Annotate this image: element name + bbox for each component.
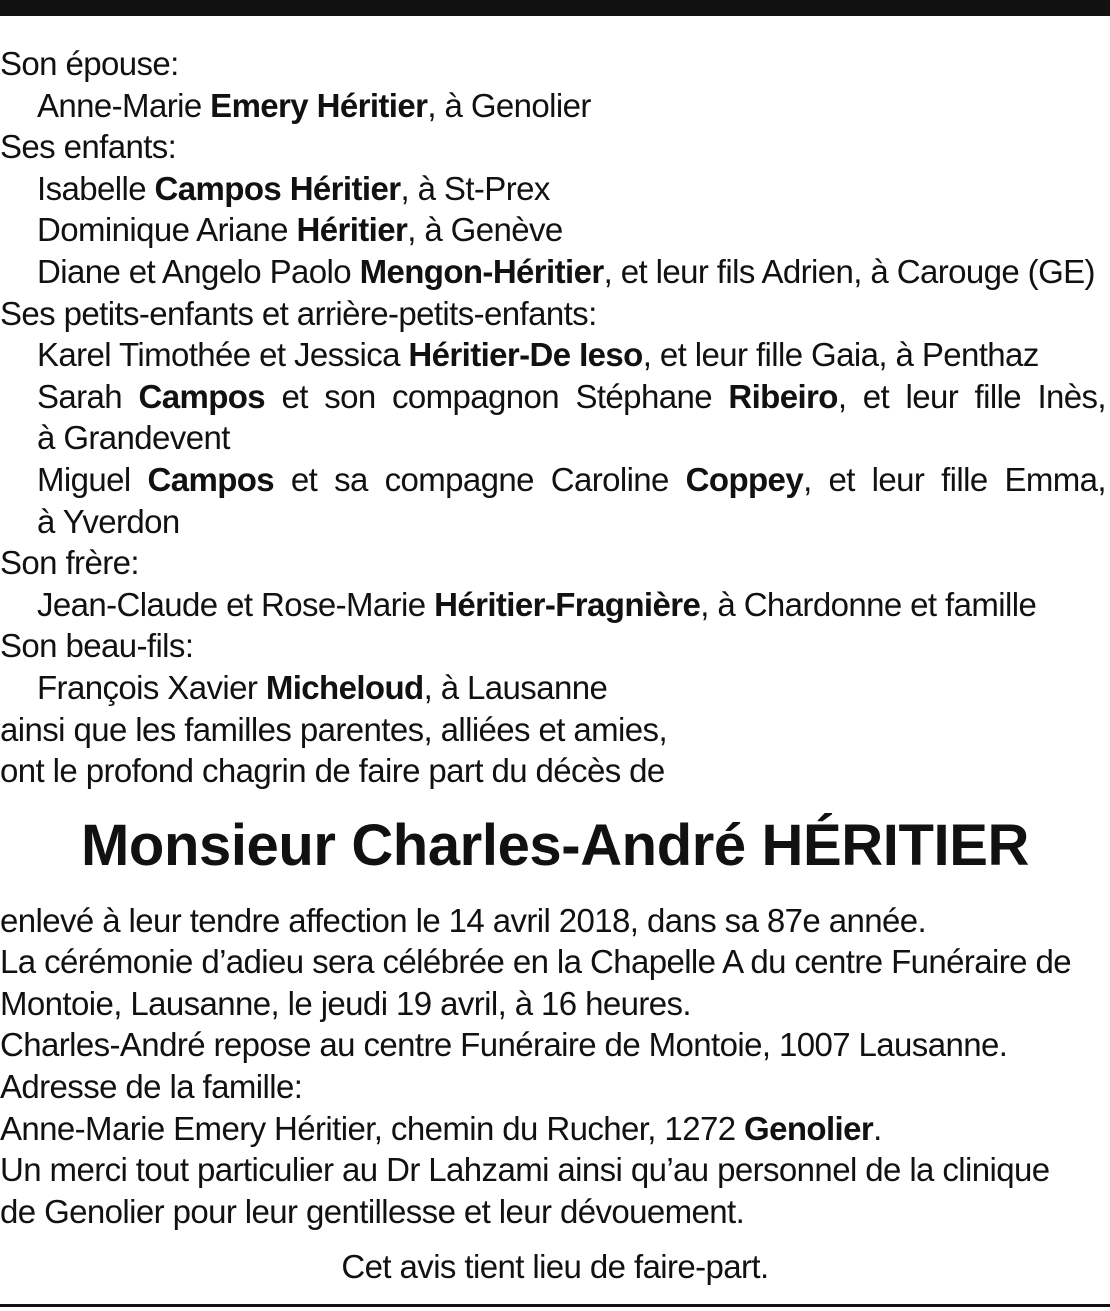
grandchild-surname: Héritier-De Ieso bbox=[408, 336, 643, 374]
grandchild-entry: Sarah Campos et son compagnon Stéphane Ribeiro, et leur fille Inès, bbox=[37, 377, 1106, 415]
thanks-line: Un merci tout particulier au Dr Lahzami ainsi qu’au personnel de la clinique bbox=[0, 1151, 1050, 1189]
top-rule bbox=[0, 0, 1110, 16]
child-surname: Mengon-Héritier bbox=[359, 252, 604, 290]
brother-entry: Jean-Claude et Rose-Marie Héritier-Fragnière, à Chardonne et famille bbox=[37, 585, 1037, 623]
ceremony-info: Montoie, Lausanne, le jeudi 19 avril, à 16 heures. bbox=[0, 984, 691, 1022]
address-city: Genolier bbox=[744, 1109, 874, 1147]
grandchildren-heading: Ses petits-enfants et arrière-petits-enfants: bbox=[0, 294, 597, 332]
partner-surname: Coppey bbox=[685, 460, 804, 498]
stepson-entry: François Xavier Micheloud, à Lausanne bbox=[37, 668, 608, 706]
grandchild-entry-continued: à Grandevent bbox=[37, 419, 230, 457]
grandchild-entry-continued: à Yverdon bbox=[37, 502, 180, 540]
children-heading: Ses enfants: bbox=[0, 128, 177, 166]
brother-heading: Son frère: bbox=[0, 544, 139, 582]
bottom-rule bbox=[0, 1304, 1110, 1307]
address-heading: Adresse de la famille: bbox=[0, 1068, 303, 1106]
closing-line: ont le profond chagrin de faire part du décès de bbox=[0, 752, 665, 790]
footer-note: Cet avis tient lieu de faire-part. bbox=[341, 1248, 769, 1286]
thanks-line: de Genolier pour leur gentillesse et leur dévouement. bbox=[0, 1192, 745, 1230]
child-entry: Diane et Angelo Paolo Mengon-Héritier, et leur fils Adrien, à Carouge (GE) bbox=[37, 252, 1095, 290]
child-entry: Dominique Ariane Héritier, à Genève bbox=[37, 211, 563, 249]
grandchild-entry: Miguel Campos et sa compagne Caroline Coppey, et leur fille Emma, bbox=[37, 460, 1106, 498]
grandchild-entry: Karel Timothée et Jessica Héritier-De Ieso, et leur fille Gaia, à Penthaz bbox=[37, 336, 1039, 374]
rest-location: Charles-André repose au centre Funéraire de Montoie, 1007 Lausanne. bbox=[0, 1026, 1008, 1064]
spouse-entry: Anne-Marie Emery Héritier, à Genolier bbox=[37, 86, 591, 124]
ceremony-info: La cérémonie d’adieu sera célébrée en la Chapelle A du centre Funéraire de bbox=[0, 943, 1071, 981]
grandchild-surname: Campos bbox=[138, 377, 266, 415]
brother-surname: Héritier-Fragnière bbox=[434, 585, 701, 623]
child-entry: Isabelle Campos Héritier, à St-Prex bbox=[37, 169, 550, 207]
partner-surname: Ribeiro bbox=[728, 377, 838, 415]
closing-line: ainsi que les familles parentes, alliées et amies, bbox=[0, 710, 668, 748]
death-notice bbox=[0, 43, 1110, 1288]
passing-statement: enlevé à leur tendre affection le 14 avril 2018, dans sa 87e année. bbox=[0, 901, 927, 939]
spouse-surname: Emery Héritier bbox=[210, 86, 428, 124]
grandchild-surname: Campos bbox=[147, 460, 275, 498]
stepson-heading: Son beau-fils: bbox=[0, 627, 194, 665]
child-surname: Héritier bbox=[296, 211, 408, 249]
spouse-heading: Son épouse: bbox=[0, 45, 179, 82]
deceased-name: Monsieur Charles-André HÉRITIER bbox=[81, 812, 1029, 878]
stepson-surname: Micheloud bbox=[265, 668, 424, 706]
child-surname: Campos Héritier bbox=[154, 169, 401, 207]
family-address: Anne-Marie Emery Héritier, chemin du Rucher, 1272 Genolier. bbox=[0, 1109, 882, 1147]
